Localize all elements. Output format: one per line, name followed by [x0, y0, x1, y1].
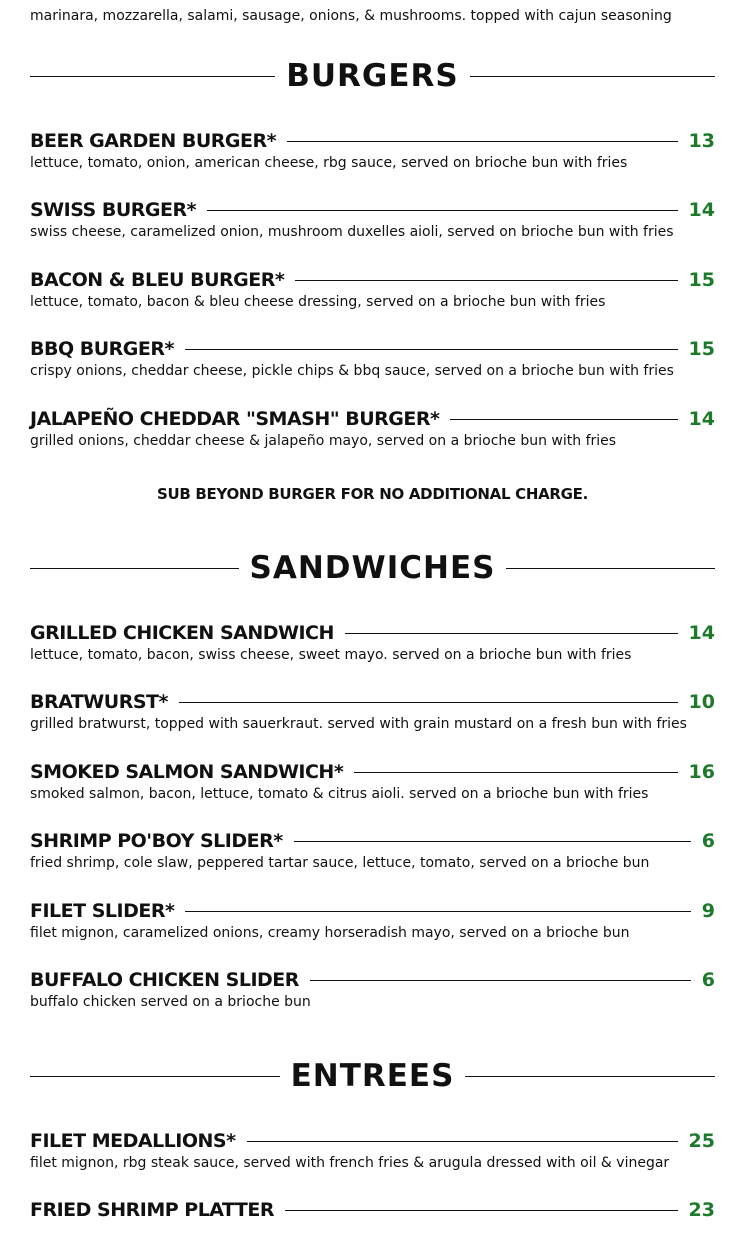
header-rule-left	[30, 568, 239, 569]
item-description: grilled bratwurst, topped with sauerkraut. served with grain mustard on a fresh bun with fries	[30, 716, 687, 732]
section-sandwiches	[30, 546, 715, 590]
item-description: smoked salmon, bacon, lettuce, tomato & citrus aioli. served on a brioche bun with fries	[30, 786, 649, 802]
item-price: 15	[688, 269, 715, 291]
item-description: fried shrimp, cole slaw, peppered tartar sauce, lettuce, tomato, served on a brioche bun	[30, 855, 650, 871]
leader-rule	[179, 702, 678, 703]
menu-item	[30, 1196, 715, 1236]
menu-item	[30, 827, 715, 897]
header-rule-right	[506, 568, 715, 569]
item-description: filet mignon, caramelized onions, creamy horseradish mayo, served on a brioche bun	[30, 925, 630, 941]
item-name: BUFFALO CHICKEN SLIDER	[30, 969, 299, 991]
item-price: 25	[688, 1130, 715, 1152]
leader-rule	[354, 772, 677, 773]
header-rule-right	[465, 1076, 715, 1077]
menu-item	[30, 335, 715, 405]
item-description: filet mignon, rbg steak sauce, served with french fries & arugula dressed with oil & vinegar	[30, 1155, 670, 1171]
item-description: lettuce, tomato, bacon, swiss cheese, sweet mayo. served on a brioche bun with fries	[30, 647, 632, 663]
leader-rule	[185, 349, 678, 350]
item-description: crispy onions, cheddar cheese, pickle chips & bbq sauce, served on a brioche bun with fries	[30, 363, 674, 379]
item-name: BRATWURST*	[30, 691, 168, 713]
item-price: 14	[688, 199, 715, 221]
header-rule-left	[30, 1076, 280, 1077]
leader-rule	[294, 841, 691, 842]
menu-item	[30, 758, 715, 828]
leader-rule	[310, 980, 691, 981]
section-title: SANDWICHES	[249, 550, 496, 586]
item-price: 16	[688, 761, 715, 783]
menu-item	[30, 1127, 715, 1197]
section-note: SUB BEYOND BURGER FOR NO ADDITIONAL CHARGE.	[156, 485, 589, 503]
item-name: FILET MEDALLIONS*	[30, 1130, 236, 1152]
section-entrees	[30, 1054, 715, 1098]
item-price: 13	[688, 130, 715, 152]
item-description: swiss cheese, caramelized onion, mushroom duxelles aioli, served on brioche bun with fries	[30, 224, 674, 240]
section-title: ENTREES	[290, 1058, 455, 1094]
item-description: lettuce, tomato, bacon & bleu cheese dressing, served on a brioche bun with fries	[30, 294, 606, 310]
item-name: SWISS BURGER*	[30, 199, 197, 221]
item-description: buffalo chicken served on a brioche bun	[30, 994, 311, 1010]
item-description: grilled onions, cheddar cheese & jalapeño mayo, served on a brioche bun with fries	[30, 433, 617, 449]
leader-rule	[345, 633, 678, 634]
section-burgers	[30, 54, 715, 98]
leader-rule	[450, 419, 677, 420]
item-price: 15	[688, 338, 715, 360]
item-price: 14	[688, 622, 715, 644]
item-name: BACON & BLEU BURGER*	[30, 269, 285, 291]
section-title: BURGERS	[286, 58, 459, 94]
leader-rule	[287, 141, 677, 142]
item-name: SMOKED SALMON SANDWICH*	[30, 761, 344, 783]
item-name: BBQ BURGER*	[30, 338, 174, 360]
item-name: SHRIMP PO'BOY SLIDER*	[30, 830, 283, 852]
leader-rule	[207, 210, 678, 211]
menu-item	[30, 127, 715, 197]
menu-item	[30, 196, 715, 266]
menu-item	[30, 266, 715, 336]
item-description: lettuce, tomato, onion, american cheese, rbg sauce, served on brioche bun with fries	[30, 155, 628, 171]
leader-rule	[247, 1141, 678, 1142]
item-price: 14	[688, 408, 715, 430]
leader-rule	[295, 280, 677, 281]
menu-item	[30, 897, 715, 967]
menu-item	[30, 405, 715, 475]
menu-item	[30, 688, 715, 758]
item-name: JALAPEÑO CHEDDAR "SMASH" BURGER*	[30, 408, 440, 430]
item-name: GRILLED CHICKEN SANDWICH	[30, 622, 334, 644]
pizza-description: marinara, mozzarella, salami, sausage, onions, & mushrooms. topped with cajun seasoning	[30, 8, 672, 24]
section-header	[30, 1054, 715, 1098]
item-price: 23	[688, 1199, 715, 1221]
section-header	[30, 546, 715, 590]
leader-rule	[185, 911, 690, 912]
item-name: BEER GARDEN BURGER*	[30, 130, 277, 152]
header-rule-right	[470, 76, 715, 77]
item-price: 10	[688, 691, 715, 713]
menu-item	[30, 966, 715, 1036]
item-price: 6	[701, 969, 715, 991]
section-header	[30, 54, 715, 98]
leader-rule	[285, 1210, 678, 1211]
item-name: FILET SLIDER*	[30, 900, 175, 922]
item-price: 9	[701, 900, 715, 922]
item-price: 6	[701, 830, 715, 852]
header-rule-left	[30, 76, 275, 77]
menu-item	[30, 619, 715, 689]
item-name: FRIED SHRIMP PLATTER	[30, 1199, 275, 1221]
